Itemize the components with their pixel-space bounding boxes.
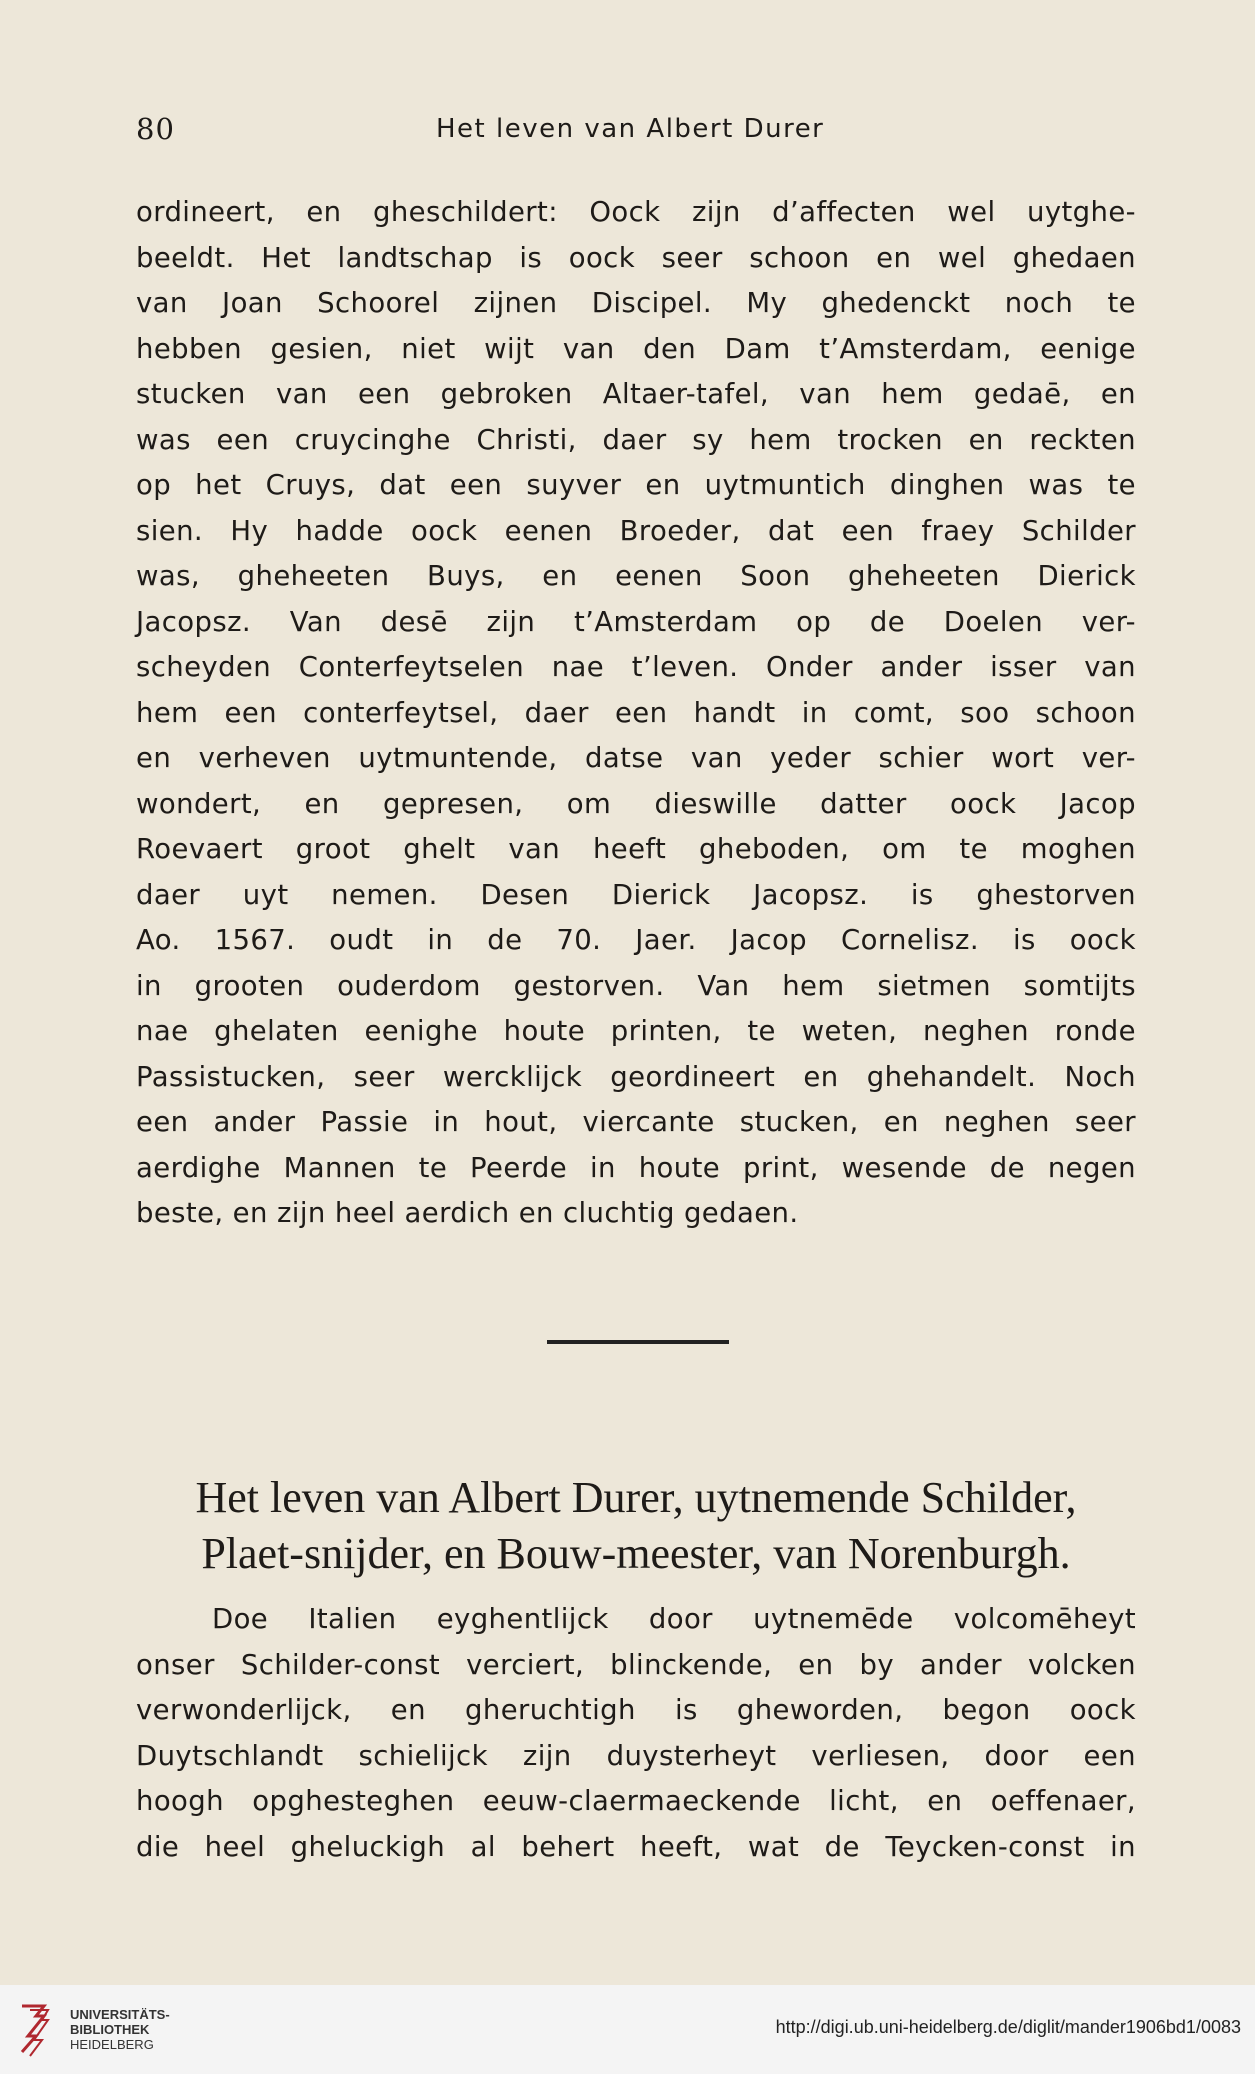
- text-line: wondert, en gepresen, om dieswille datter oock Jacop: [136, 787, 1136, 820]
- text-line: hem een conterfeytsel, daer een handt in comt, soo schoon: [136, 696, 1136, 729]
- section-divider: [547, 1340, 729, 1344]
- text-line: Passistucken, seer wercklijck geordineert en ghehandelt. Noch: [136, 1060, 1136, 1093]
- text-line: was een cruycinghe Christi, daer sy hem trocken en reckten: [136, 423, 1136, 456]
- chapter-heading-line: Plaet-snijder, en Bouw-meester, van Norenburgh.: [201, 1529, 1071, 1578]
- institution-name: [70, 2007, 170, 2052]
- text-line: beste, en zijn heel aerdich en cluchtig gedaen.: [136, 1197, 799, 1229]
- institution-line: BIBLIOTHEK: [70, 2022, 150, 2037]
- page-number: 80: [136, 112, 175, 146]
- text-line: en verheven uytmuntende, datse van yeder schier wort ver-: [136, 742, 1136, 774]
- permalink-url[interactable]: http://digi.ub.uni-heidelberg.de/diglit/mander1906bd1/0083: [775, 2017, 1241, 2037]
- text-line: Duytschlandt schielijck zijn duysterheyt verliesen, door een: [136, 1739, 1136, 1772]
- text-line: Doe Italien eyghentlijck door uytnemēde volcomēheyt: [212, 1603, 1136, 1635]
- text-line: hebben gesien, niet wijt van den Dam t’Amsterdam, eenige: [136, 332, 1136, 365]
- text-line: hoogh opghesteghen eeuw-claermaeckende licht, en oeffenaer,: [136, 1785, 1136, 1817]
- body-text-section-2: [136, 1597, 1136, 1870]
- text-line: nae ghelaten eenighe houte printen, te weten, neghen ronde: [136, 1015, 1136, 1047]
- text-line: Jacopsz. Van desē zijn t’Amsterdam op de Doelen ver-: [136, 605, 1136, 638]
- text-line: Roevaert groot ghelt van heeft gheboden, om te moghen: [136, 833, 1136, 865]
- text-line: scheyden Conterfeytselen nae t’leven. Onder ander isser van: [136, 651, 1136, 683]
- chapter-heading: [136, 1470, 1136, 1582]
- text-line: een ander Passie in hout, viercante stucken, en neghen seer: [136, 1106, 1136, 1138]
- institution-line: HEIDELBERG: [70, 2037, 154, 2052]
- text-line: in grooten ouderdom gestorven. Van hem sietmen somtijts: [136, 969, 1136, 1002]
- text-line: op het Cruys, dat een suyver en uytmuntich dinghen was te: [136, 469, 1136, 501]
- text-line: die heel gheluckigh al behert heeft, wat de Teycken-const in: [136, 1830, 1136, 1863]
- running-head: [136, 112, 1136, 152]
- library-logo-icon: [14, 2000, 56, 2058]
- body-text-section-1: [136, 190, 1136, 1237]
- text-line: stucken van een gebroken Altaer-tafel, van hem gedaē, en: [136, 378, 1136, 410]
- chapter-heading-line: Het leven van Albert Durer, uytnemende Schilder,: [195, 1473, 1077, 1522]
- text-line: aerdighe Mannen te Peerde in houte print, wesende de negen: [136, 1151, 1136, 1184]
- text-line: daer uyt nemen. Desen Dierick Jacopsz. is ghestorven: [136, 878, 1136, 911]
- institution-line: UNIVERSITÄTS-: [70, 2007, 170, 2022]
- text-line: onser Schilder-const verciert, blinckende, en by ander volcken: [136, 1648, 1136, 1681]
- text-line: van Joan Schoorel zijnen Discipel. My ghedenckt noch te: [136, 287, 1136, 319]
- text-line: Ao. 1567. oudt in de 70. Jaer. Jacop Cornelisz. is oock: [136, 924, 1136, 956]
- text-line: was, gheheeten Buys, en eenen Soon gheheeten Dierick: [136, 560, 1136, 592]
- text-line: verwonderlijck, en gheruchtigh is gheworden, begon oock: [136, 1694, 1136, 1726]
- text-line: ordineert, en gheschildert: Oock zijn d’affecten wel uytghe-: [136, 196, 1136, 228]
- text-line: sien. Hy hadde oock eenen Broeder, dat een fraey Schilder: [136, 514, 1136, 547]
- text-line: beeldt. Het landtschap is oock seer schoon en wel ghedaen: [136, 241, 1136, 274]
- running-title: Het leven van Albert Durer: [436, 114, 825, 144]
